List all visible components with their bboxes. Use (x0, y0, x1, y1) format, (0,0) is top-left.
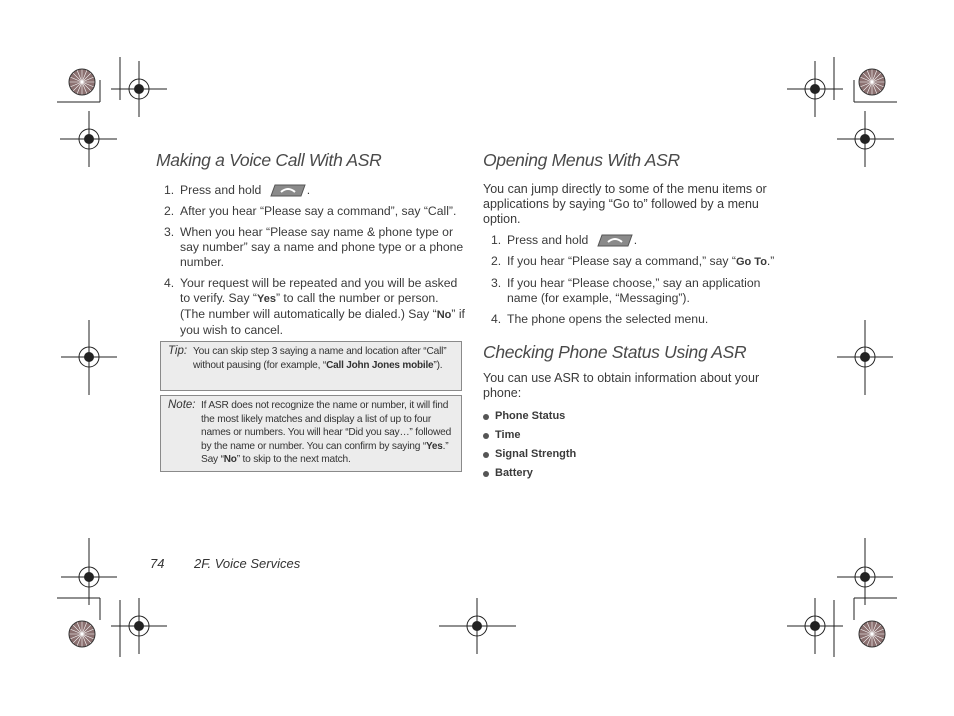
starburst-target-icon (859, 621, 885, 647)
section-heading-voice-call: Making a Voice Call With ASR (156, 150, 382, 170)
left-column (156, 150, 466, 338)
starburst-target-icon (69, 621, 95, 647)
voice-call-steps (156, 183, 466, 338)
section-heading-phone-status: Checking Phone Status Using ASR (483, 342, 747, 363)
opening-menus-steps (483, 233, 783, 327)
list-item: Phone Status (483, 407, 783, 426)
talk-key-icon (269, 183, 307, 198)
note-box (160, 395, 462, 472)
tip-label: Tip: (168, 345, 188, 357)
list-item: 1. Press and hold . (491, 233, 638, 247)
starburst-target-icon (69, 69, 95, 95)
list-item: Signal Strength (483, 445, 783, 464)
list-item: Battery (483, 464, 783, 483)
phone-status-intro: You can use ASR to obtain information about your phone: (483, 371, 760, 401)
footer-section-title: 2F. Voice Services (194, 556, 301, 571)
phone-status-list (483, 407, 783, 483)
list-item: 4. The phone opens the selected menu. (491, 312, 709, 327)
tip-box (160, 341, 462, 391)
note-label: Note: (168, 399, 196, 411)
crosshair-registration-icon (111, 598, 167, 654)
tip-text: You can skip step 3 saying a name and location after “Call” without pausing (for example, “Call John Jones mobile”). (193, 346, 447, 371)
list-item: 3. When you hear “Please say name & phone type or say number” say a name and phone type or a phone number. (164, 225, 464, 270)
list-item: Time (483, 426, 783, 445)
note-text: If ASR does not recognize the name or number, it will find the most likely matches and display a list of up to four names or numbers. You will hear “Did you say…” followed by the name or number. You can confirm by saying “Yes.” Say “No” to skip to the next match. (201, 400, 452, 465)
starburst-target-icon (859, 69, 885, 95)
section-heading-opening-menus: Opening Menus With ASR (483, 150, 680, 170)
list-item: 1. Press and hold . (164, 183, 311, 197)
talk-key-icon (596, 233, 634, 248)
right-column (483, 150, 783, 483)
list-item: 3. If you hear “Please choose,” say an application name (for example, “Messaging”). (491, 276, 761, 306)
list-item: 4. Your request will be repeated and you will be asked to verify. Say “Yes” to call the number or person. (The number will automatically be dialed.) Say “No” if you wish to cancel. (164, 276, 465, 338)
opening-menus-intro: You can jump directly to some of the menu items or applications by saying “Go to” followed by a menu option. (483, 182, 767, 226)
list-item: 2. After you hear “Please say a command”, say “Call”. (164, 204, 457, 219)
page-number: 74 (150, 556, 165, 571)
list-item: 2. If you hear “Please say a command,” say “Go To.” (491, 254, 775, 269)
crosshair-registration-icon (787, 598, 843, 654)
